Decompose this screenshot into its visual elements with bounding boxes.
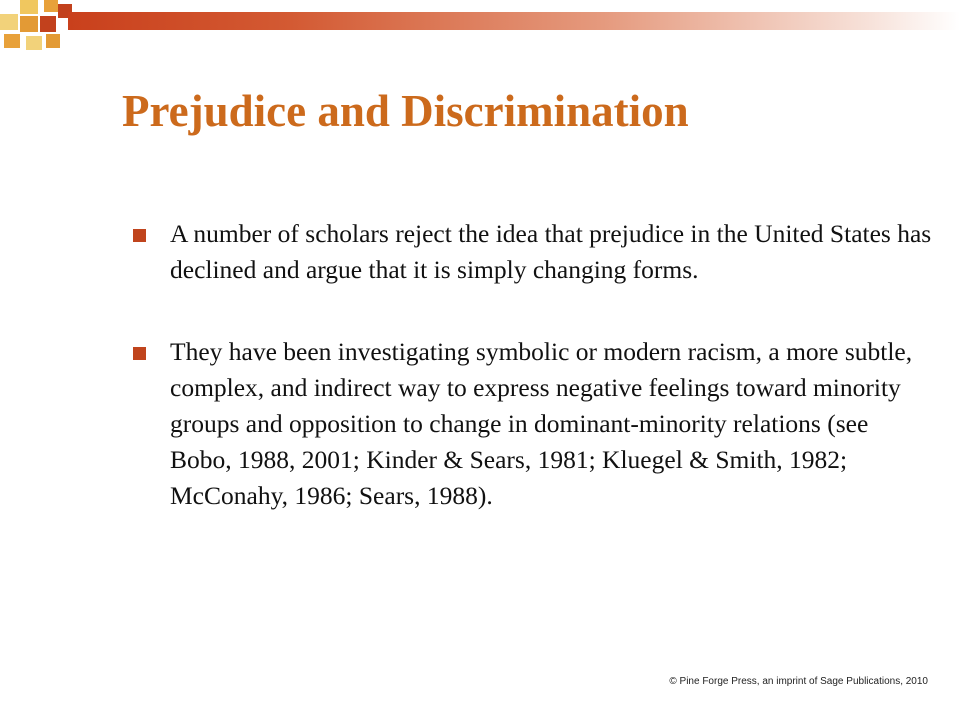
- deco-square: [20, 16, 38, 32]
- bullet-item: [133, 216, 933, 288]
- deco-square: [46, 34, 60, 48]
- bullet-square-icon: [133, 229, 146, 242]
- bullet-item: [133, 334, 933, 514]
- bullet-text: They have been investigating symbolic or modern racism, a more subtle, complex, and indirect way to express negative feelings toward minority groups and opposition to change in dominant-minority relations (see Bobo, 1988, 2001; Kinder & Sears, 1981; Kluegel & Smith, 1982; McConahy, 1986; Sears, 1988).: [170, 337, 913, 510]
- corner-decoration: [0, 0, 80, 60]
- deco-square: [4, 34, 20, 48]
- deco-square: [44, 0, 58, 12]
- bullet-square-icon: [133, 347, 146, 360]
- deco-square: [26, 36, 42, 50]
- bullet-text: A number of scholars reject the idea that prejudice in the United States has declined and argue that it is simply changing forms.: [170, 219, 932, 284]
- deco-square: [20, 0, 38, 14]
- slide-title: Prejudice and Discrimination: [122, 86, 689, 136]
- deco-square: [40, 16, 56, 32]
- header-stripe: [68, 12, 960, 30]
- copyright-footer: © Pine Forge Press, an imprint of Sage Publications, 2010: [669, 676, 928, 687]
- deco-square: [0, 14, 18, 30]
- bullet-list: [133, 216, 933, 514]
